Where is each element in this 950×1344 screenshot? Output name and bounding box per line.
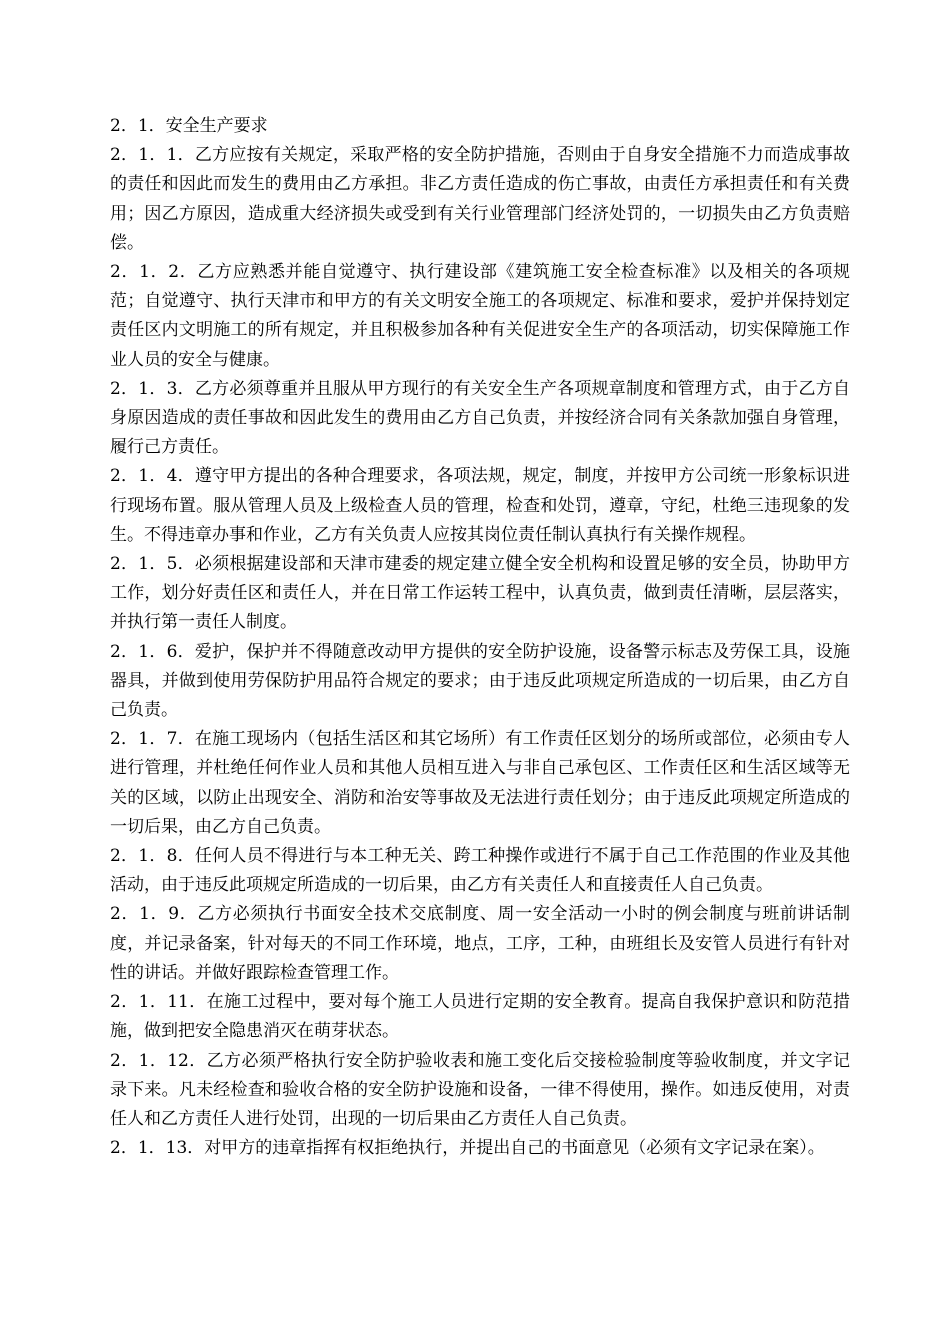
clause-2-1-6: 2．1．6．爱护，保护并不得随意改动甲方提供的安全防护设施，设备警示标志及劳保工具，设施器具，并做到使用劳保防护用品符合规定的要求；由于违反此项规定所造成的一切后果，由乙方自己负责。 <box>110 641 850 721</box>
clause-2-1-4: 2．1．4．遵守甲方提出的各种合理要求，各项法规，规定，制度，并按甲方公司统一形象标识进行现场布置。服从管理人员及上级检查人员的管理，检查和处罚，遵章，守纪，杜绝三违现象的发生。不得违章办事和作业，乙方有关负责人应按其岗位责任制认真执行有关操作规程。 <box>110 466 850 545</box>
clause-2-1-7: 2．1．7．在施工现场内（包括生活区和其它场所）有工作责任区划分的场所或部位，必须由专人进行管理，并杜绝任何作业人员和其他人员相互进入与非自己承包区、工作责任区和生活区域等无关的区域，以防止出现安全、消防和治安等事故及无法进行责任划分；由于违反此项规定所造成的一切后果，由乙方自己负责。 <box>110 729 850 837</box>
clause-2-1-2: 2．1．2．乙方应熟悉并能自觉遵守、执行建设部《建筑施工安全检查标准》以及相关的各项规范；自觉遵守、执行天津市和甲方的有关文明安全施工的各项规定、标准和要求，爱护并保持划定责任区内文明施工的所有规定，并且积极参加各种有关促进安全生产的各项活动，切实保障施工作业人员的安全与健康。 <box>110 262 850 370</box>
document-page <box>110 112 850 1163</box>
clause-2-1-9: 2．1．9．乙方必须执行书面安全技术交底制度、周一安全活动一小时的例会制度与班前讲话制度，并记录备案，针对每天的不同工作环境，地点，工序，工种，由班组长及安管人员进行有针对性的讲话。并做好跟踪检查管理工作。 <box>110 904 850 983</box>
clause-2-1-1: 2．1．1．乙方应按有关规定，采取严格的安全防护措施，否则由于自身安全措施不力而造成事故的责任和因此而发生的费用由乙方承担。非乙方责任造成的伤亡事故，由责任方承担责任和有关费用；因乙方原因，造成重大经济损失或受到有关行业管理部门经济处罚的，一切损失由乙方负责赔偿。 <box>110 145 850 253</box>
clause-2-1-5: 2．1．5．必须根据建设部和天津市建委的规定建立健全安全机构和设置足够的安全员，协助甲方工作，划分好责任区和责任人，并在日常工作运转工程中，认真负责，做到责任清晰，层层落实，并执行第一责任人制度。 <box>110 554 850 633</box>
clause-2-1-3: 2．1．3．乙方必须尊重并且服从甲方现行的有关安全生产各项规章制度和管理方式，由于乙方自身原因造成的责任事故和因此发生的费用由乙方自己负责，并按经济合同有关条款加强自身管理，履行己方责任。 <box>110 378 850 458</box>
clause-2-1-12: 2．1．12．乙方必须严格执行安全防护验收表和施工变化后交接检验制度等验收制度，并文字记录下来。凡未经检查和验收合格的安全防护设施和设备，一律不得使用，操作。如违反使用，对责任人和乙方责任人进行处罚，出现的一切后果由乙方责任人自己负责。 <box>110 1050 850 1129</box>
clause-2-1-13: 2．1．13．对甲方的违章指挥有权拒绝执行，并提出自己的书面意见（必须有文字记录在案）。 <box>110 1138 825 1159</box>
clause-2-1-8: 2．1．8．任何人员不得进行与本工种无关、跨工种操作或进行不属于自己工作范围的作业及其他活动，由于违反此项规定所造成的一切后果，由乙方有关责任人和直接责任人自己负责。 <box>110 846 850 896</box>
section-title: 2．1．安全生产要求 <box>110 116 268 136</box>
clause-2-1-11: 2．1．11．在施工过程中，要对每个施工人员进行定期的安全教育。提高自我保护意识和防范措施，做到把安全隐患消灭在萌芽状态。 <box>110 992 850 1042</box>
